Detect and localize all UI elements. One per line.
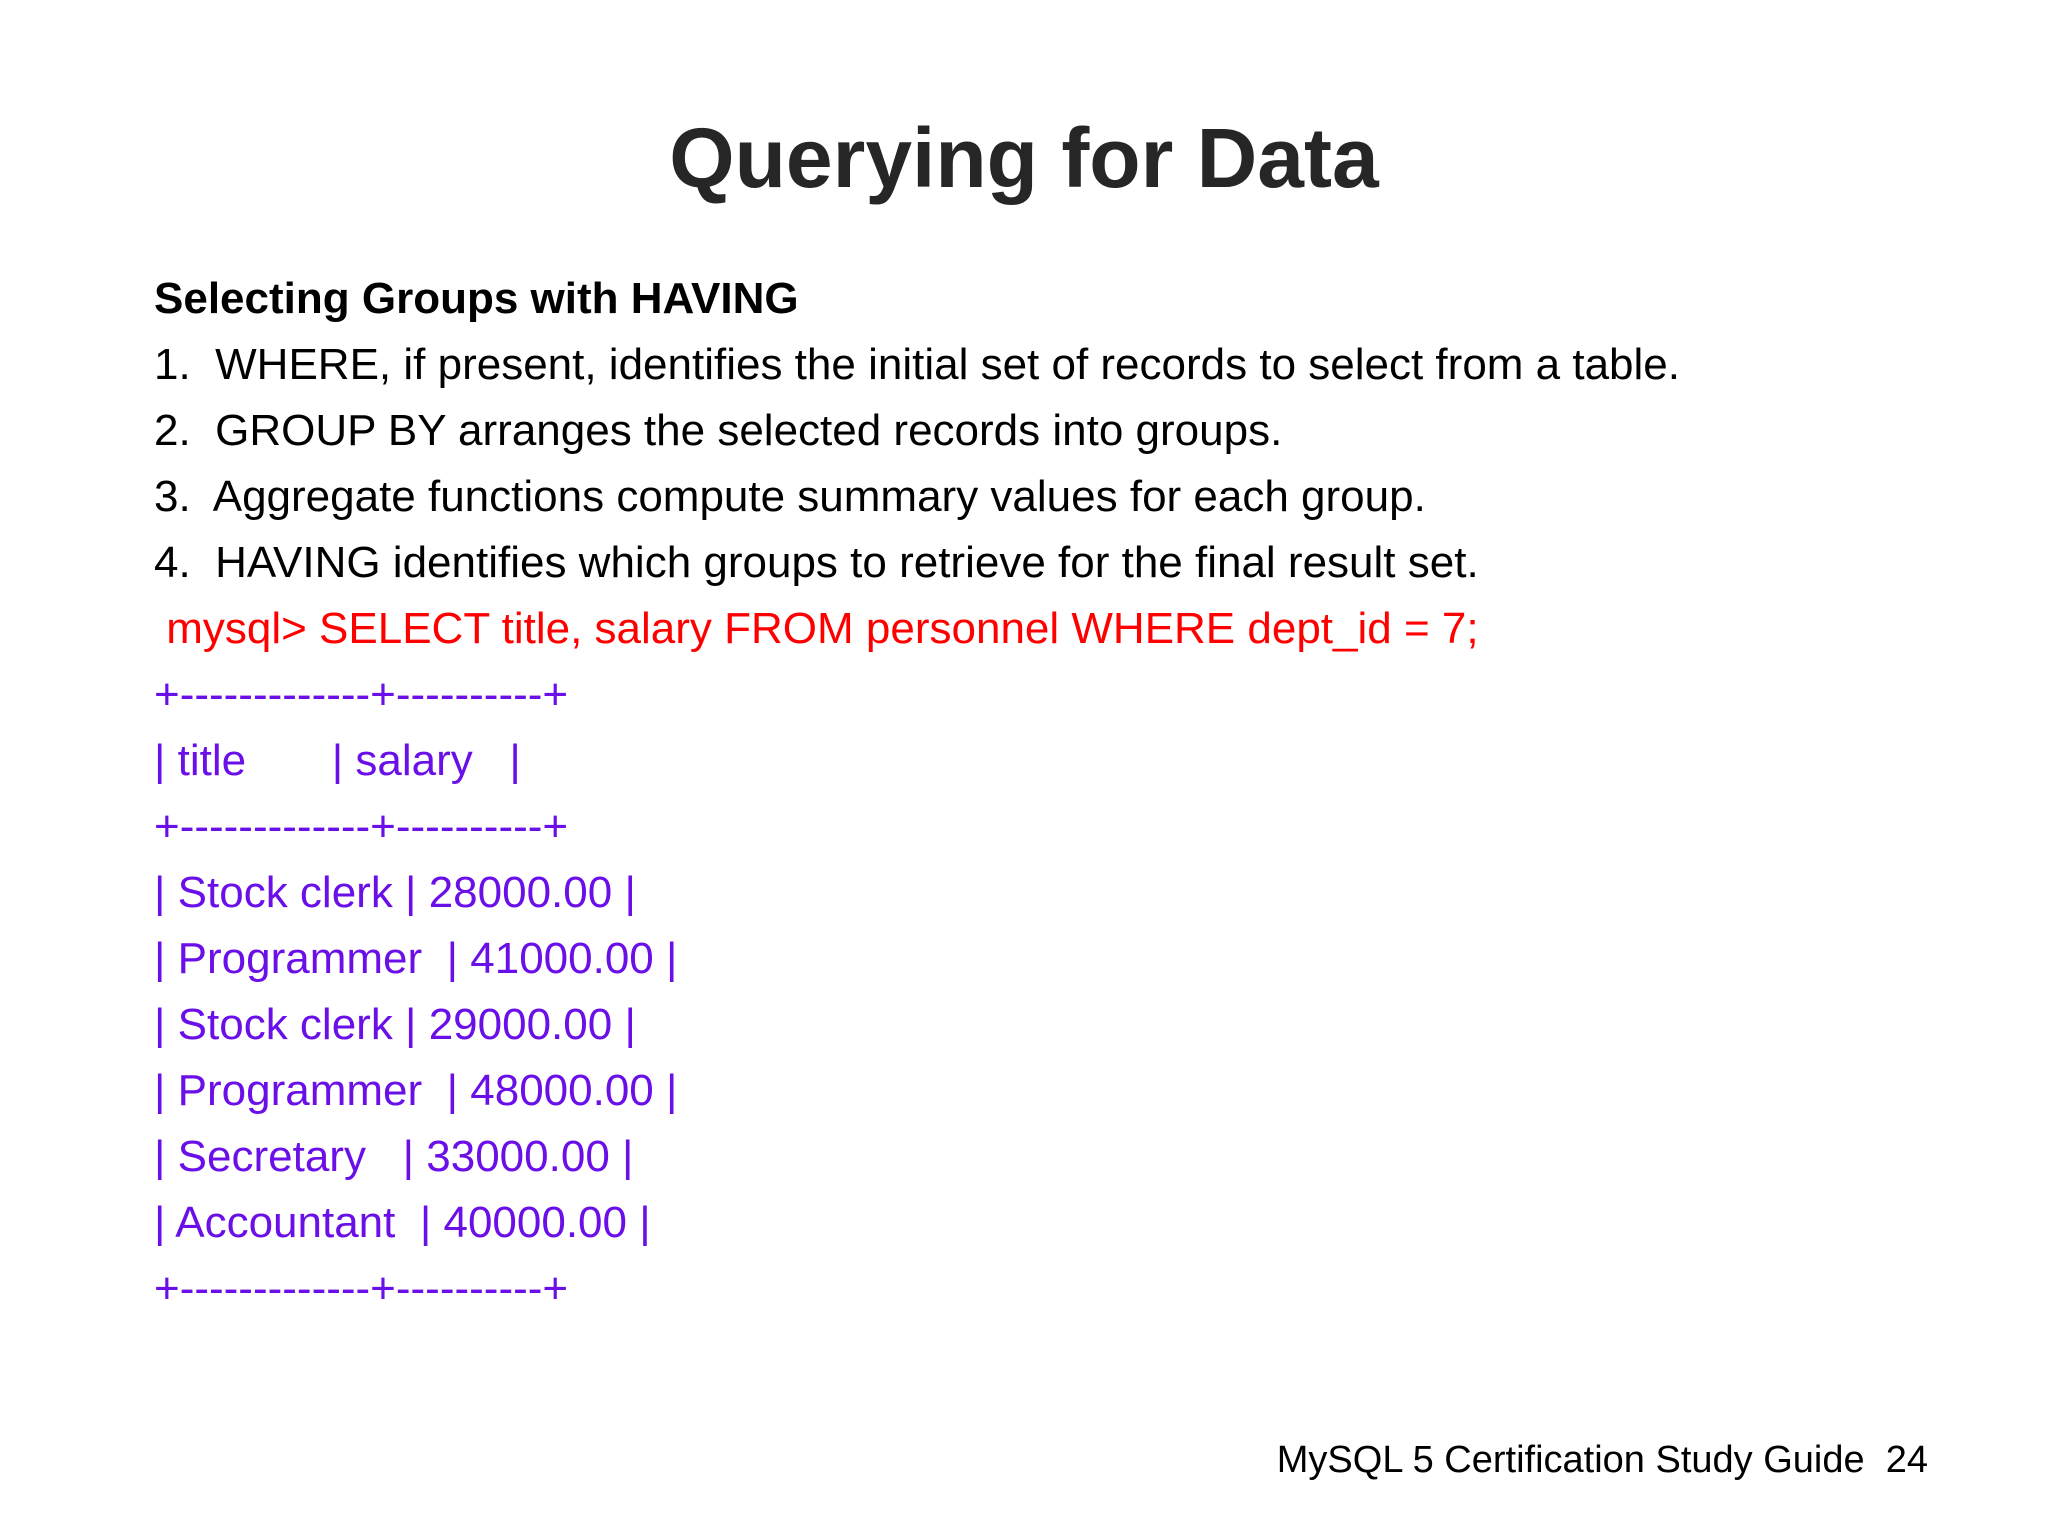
result-header: | title | salary | — [154, 736, 521, 785]
slide-title: Querying for Data — [669, 111, 1379, 205]
sql-query: mysql> SELECT title, salary FROM personnel WHERE dept_id = 7; — [154, 604, 1479, 653]
result-row: | Accountant | 40000.00 | — [154, 1198, 651, 1247]
query-result — [154, 662, 1974, 1322]
result-border: +-------------+----------+ — [154, 802, 569, 851]
result-row: | Programmer | 48000.00 | — [154, 1066, 678, 1115]
step-item: 4. HAVING identifies which groups to retrieve for the final result set. — [154, 538, 1479, 587]
result-row: | Stock clerk | 29000.00 | — [154, 1000, 636, 1049]
result-row: | Secretary | 33000.00 | — [154, 1132, 634, 1181]
step-item: 1. WHERE, if present, identifies the initial set of records to select from a table. — [154, 340, 1680, 389]
result-row: | Stock clerk | 28000.00 | — [154, 868, 636, 917]
result-border: +-------------+----------+ — [154, 1264, 569, 1313]
result-border: +-------------+----------+ — [154, 670, 569, 719]
step-item: 2. GROUP BY arranges the selected records into groups. — [154, 406, 1283, 455]
slide-footer: MySQL 5 Certification Study Guide 24 — [1276, 1439, 1928, 1481]
section-heading: Selecting Groups with HAVING — [154, 274, 799, 323]
result-row: | Programmer | 41000.00 | — [154, 934, 678, 983]
slide-body — [154, 266, 1974, 1322]
step-item: 3. Aggregate functions compute summary values for each group. — [154, 472, 1426, 521]
